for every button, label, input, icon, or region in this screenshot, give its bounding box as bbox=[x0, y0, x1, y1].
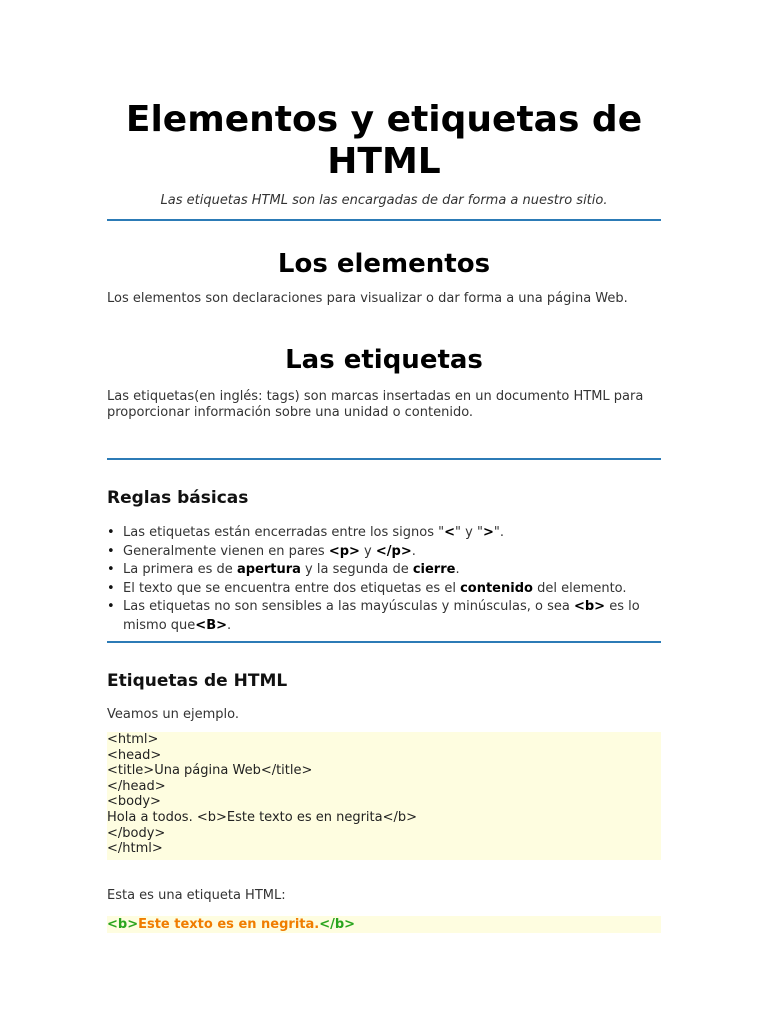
code-line: </html> bbox=[107, 841, 163, 857]
paragraph-example-intro: Esta es una etiqueta HTML: bbox=[107, 888, 286, 903]
page-subtitle: Las etiquetas HTML son las encargadas de dar forma a nuestro sitio. bbox=[160, 193, 608, 208]
heading-reglas-basicas: Reglas básicas bbox=[107, 488, 249, 508]
divider bbox=[107, 219, 661, 221]
divider bbox=[107, 641, 661, 643]
close-tag: </b> bbox=[319, 917, 356, 932]
code-line: <head> bbox=[107, 747, 162, 763]
example-tag-box bbox=[107, 916, 661, 933]
list-item: • Generalmente vienen en pares <p> y </p>. bbox=[123, 543, 677, 562]
list-item: • El texto que se encuentra entre dos etiquetas es el contenido del elemento. bbox=[123, 580, 677, 599]
divider bbox=[107, 458, 661, 460]
code-line: <html> bbox=[107, 732, 159, 747]
page-title: Elementos y etiquetas de HTML bbox=[125, 99, 643, 182]
list-item: • La primera es de apertura y la segunda de cierre. bbox=[123, 561, 677, 580]
heading-elementos: Los elementos bbox=[277, 249, 491, 279]
paragraph-intro: Veamos un ejemplo. bbox=[107, 707, 239, 722]
code-line: </body> bbox=[107, 825, 166, 841]
code-block bbox=[107, 732, 661, 860]
list-item: • Las etiquetas no son sensibles a las mayúsculas y minúsculas, o sea <b> es lo mismo que<B>. bbox=[123, 598, 677, 635]
code-line: <title>Una página Web</title> bbox=[107, 763, 313, 779]
paragraph-etiquetas: Las etiquetas(en inglés: tags) son marcas insertadas en un documento HTML para proporcionar información sobre una unidad o contenido. bbox=[107, 389, 644, 420]
bold-text: Este texto es en negrita. bbox=[138, 917, 320, 932]
rules-list bbox=[107, 524, 677, 635]
paragraph-elementos: Los elementos son declaraciones para visualizar o dar forma a una página Web. bbox=[107, 291, 628, 306]
open-tag: <b> bbox=[107, 917, 139, 932]
heading-etiquetas-html: Etiquetas de HTML bbox=[107, 671, 288, 691]
code-line: <body> bbox=[107, 794, 161, 810]
list-item: • Las etiquetas están encerradas entre los signos "<" y ">". bbox=[123, 524, 677, 543]
code-line: </head> bbox=[107, 778, 166, 794]
heading-etiquetas: Las etiquetas bbox=[285, 345, 483, 375]
code-line: Hola a todos. <b>Este texto es en negrita</b> bbox=[107, 809, 418, 825]
